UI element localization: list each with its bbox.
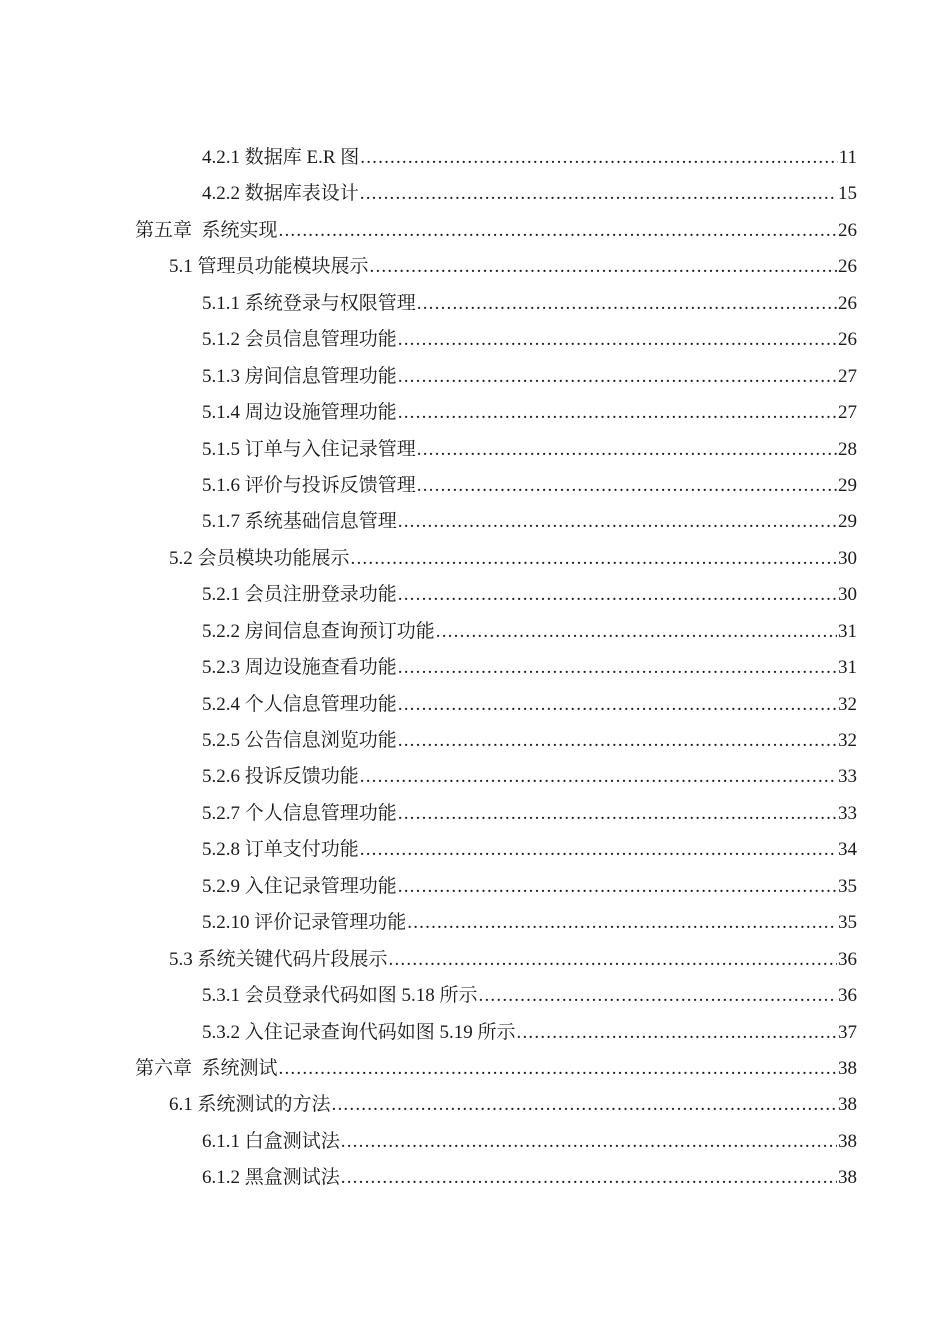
toc-entry-label: 5.1.4 周边设施管理功能 [202,402,397,424]
toc-page-number: 36 [838,948,857,970]
toc-entry[interactable] [135,1015,857,1051]
toc-entry-label: 5.1.2 会员信息管理功能 [202,329,397,351]
toc-page-number: 38 [838,1057,857,1079]
toc-entry[interactable] [135,650,857,686]
toc-entry-label: 6.1.1 白盒测试法 [202,1130,340,1152]
toc-entry[interactable] [135,359,857,395]
toc-entry-label: 5.2.5 公告信息浏览功能 [202,730,397,751]
toc-page-number: 31 [838,657,857,679]
toc-entry-label: 4.2.1 数据库 E.R 图 [202,147,360,168]
toc-entry-label: 5.2.4 个人信息管理功能 [202,693,397,715]
toc-page-number: 34 [838,839,857,861]
toc-dot-leader [279,213,837,249]
toc-dot-leader [389,942,837,978]
toc-entry[interactable] [135,1124,857,1160]
toc-entry-label: 5.1 管理员功能模块展示 [169,256,369,278]
toc-dot-leader [360,140,837,176]
toc-entry[interactable] [135,504,857,540]
toc-page-number: 28 [838,438,857,460]
toc-page-number: 26 [838,219,857,241]
toc-dot-leader [398,687,837,723]
toc-dot-leader [398,796,837,832]
toc-entry[interactable] [135,1051,857,1087]
toc-dot-leader [398,869,837,905]
toc-page-number: 37 [838,1021,857,1043]
toc-entry[interactable] [135,140,857,176]
toc-dot-leader [351,541,837,577]
toc-page-number: 11 [838,147,857,168]
toc-entry[interactable] [135,905,857,941]
toc-entry-label: 5.2.10 评价记录管理功能 [202,912,407,934]
toc-page-number: 33 [838,766,857,788]
toc-entry[interactable] [135,796,857,832]
toc-page-number: 36 [838,985,857,1007]
toc-page-number: 27 [838,365,857,387]
toc-dot-leader [398,322,837,358]
toc-entry[interactable] [135,723,857,759]
toc-entry-label: 5.2.2 房间信息查询预订功能 [202,620,435,642]
toc-entry-label: 5.1.3 房间信息管理功能 [202,365,397,387]
toc-entry-label: 5.2.3 周边设施查看功能 [202,657,397,679]
toc-entry-label: 5.3.2 入住记录查询代码如图 5.19 所示 [202,1021,516,1043]
toc-dot-leader [407,905,837,941]
toc-entry-label: 5.2.8 订单支付功能 [202,839,359,861]
toc-dot-leader [360,832,837,868]
toc-page-number: 27 [838,402,857,424]
toc-page-number: 29 [838,474,857,496]
toc-dot-leader [279,1051,837,1087]
toc-entry[interactable] [135,395,857,431]
toc-dot-leader [417,286,837,322]
toc-entry-label: 5.2.7 个人信息管理功能 [202,802,397,824]
toc-entry-label: 5.1.1 系统登录与权限管理 [202,292,416,314]
toc-page-number: 38 [838,1094,857,1116]
toc-page-number: 38 [838,1130,857,1152]
toc-page-number: 33 [838,802,857,824]
toc-entry[interactable] [135,1160,857,1196]
toc-dot-leader [479,978,837,1014]
toc-entry-label: 6.1.2 黑盒测试法 [202,1167,340,1189]
toc-entry[interactable] [135,468,857,504]
toc-page-number: 15 [838,183,857,205]
toc-page-number: 31 [838,620,857,642]
toc-page-number: 32 [838,730,857,751]
toc-entry-label: 5.3.1 会员登录代码如图 5.18 所示 [202,985,478,1007]
toc-dot-leader [517,1015,837,1051]
toc-entry[interactable] [135,176,857,212]
toc-entry-label: 5.2.6 投诉反馈功能 [202,766,359,788]
toc-entry-label: 5.1.5 订单与入住记录管理 [202,438,416,460]
toc-entry-label: 4.2.2 数据库表设计 [202,183,359,205]
toc-entry[interactable] [135,1087,857,1123]
toc-page-number: 26 [838,329,857,351]
toc-entry[interactable] [135,322,857,358]
toc-page-number: 32 [838,693,857,715]
toc-page-number: 30 [838,547,857,569]
toc-page-number: 30 [838,584,857,606]
toc-entry-label: 5.1.6 评价与投诉反馈管理 [202,474,416,496]
toc-entry[interactable] [135,832,857,868]
toc-dot-leader [341,1124,837,1160]
toc-page-number: 38 [838,1167,857,1189]
toc-entry-label: 5.2 会员模块功能展示 [169,547,350,569]
toc-entry-label: 5.2.1 会员注册登录功能 [202,584,397,606]
toc-dot-leader [398,650,837,686]
toc-page-number: 35 [838,875,857,897]
toc-page-number: 29 [838,511,857,533]
toc-dot-leader [398,504,837,540]
toc-entry[interactable] [135,759,857,795]
toc-dot-leader [417,468,837,504]
toc-page-number: 26 [838,256,857,278]
toc-entry[interactable] [135,614,857,650]
toc-entry[interactable] [135,577,857,613]
toc-entry-label: 第六章 系统测试 [135,1057,278,1079]
toc-entry-label: 5.1.7 系统基础信息管理 [202,511,397,533]
toc-dot-leader [436,614,837,650]
toc-entry-label: 第五章 系统实现 [135,219,278,241]
toc-entry[interactable] [135,432,857,468]
toc-page-number: 26 [838,292,857,314]
toc-entry[interactable] [135,869,857,905]
toc-dot-leader [398,395,837,431]
toc-entry[interactable] [135,249,857,285]
toc-dot-leader [398,577,837,613]
toc-entry-label: 5.2.9 入住记录管理功能 [202,875,397,897]
toc-dot-leader [332,1087,837,1123]
toc-dot-leader [417,432,837,468]
toc-dot-leader [398,359,837,395]
toc-entry-label: 6.1 系统测试的方法 [169,1094,331,1116]
toc-entry[interactable] [135,942,857,978]
toc-page-number: 35 [838,912,857,934]
toc-dot-leader [341,1160,837,1196]
toc-dot-leader [398,723,837,759]
toc-entry[interactable] [135,286,857,322]
toc-entry[interactable] [135,213,857,249]
toc-entry[interactable] [135,687,857,723]
toc-entry[interactable] [135,541,857,577]
toc-entry-label: 5.3 系统关键代码片段展示 [169,948,388,970]
toc-dot-leader [360,759,837,795]
toc-entry[interactable] [135,978,857,1014]
toc-dot-leader [360,176,837,212]
table-of-contents [135,140,857,1197]
toc-dot-leader [370,249,837,285]
